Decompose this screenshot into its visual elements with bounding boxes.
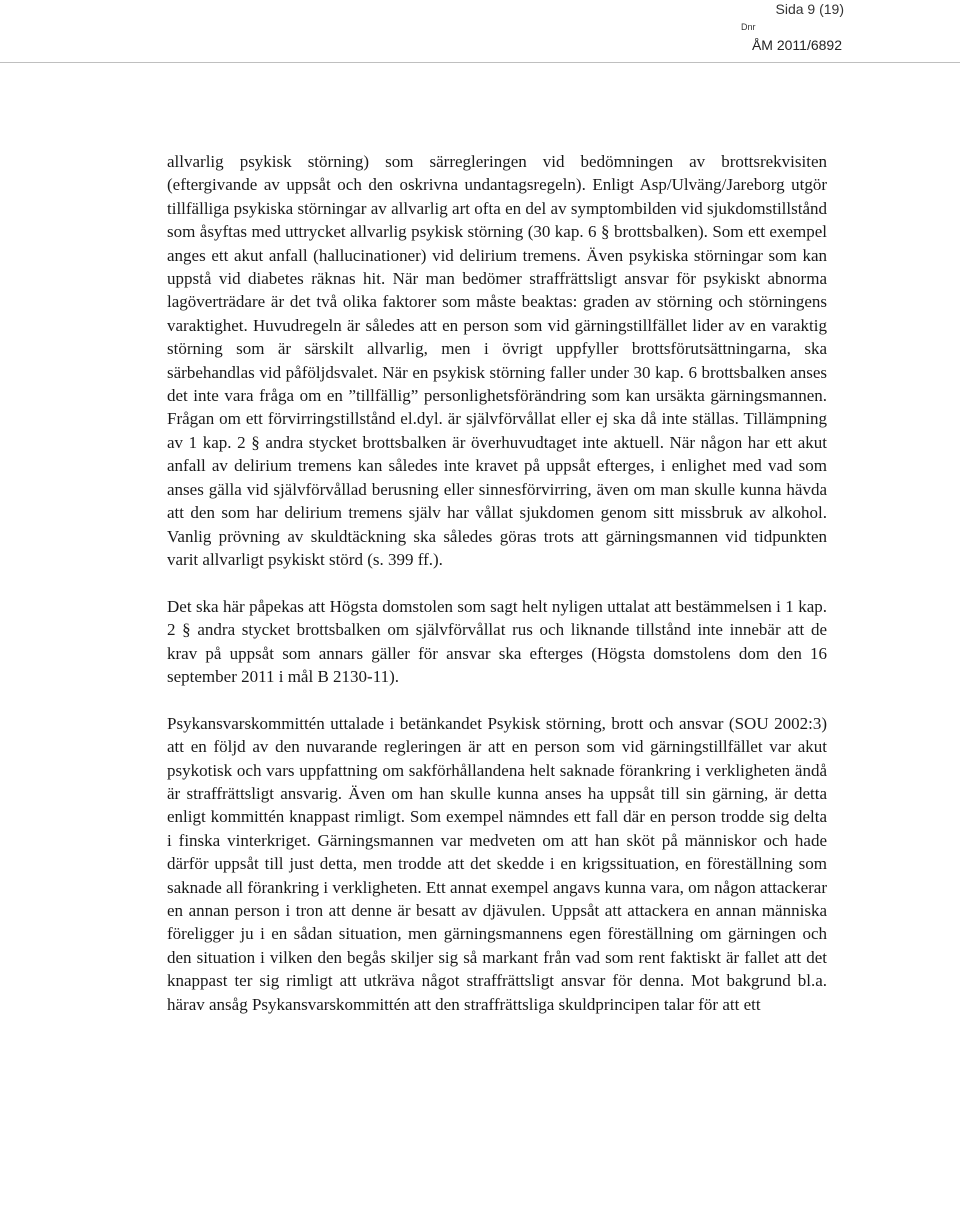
paragraph-1: allvarlig psykisk störning) som särregleringen vid bedömningen av brottsrekvisiten (eftergivande av uppsåt och den oskrivna undantagsregeln). Enligt Asp/Ulväng/Jareborg utgör tillfälliga psykiska störningar av allvarlig art ofta en del av symptombilden vid sjukdomstillstånd som åsyftas med uttrycket allvarlig psykisk störning (30 kap. 6 § brottsbalken). Som ett exempel anges ett akut anfall (hallucinationer) vid delirium tremens. Även psykiska störningar som kan uppstå vid diabetes räknas hit. När man bedömer straffrättsligt ansvar för psykiskt abnorma lagöverträdare är det två olika faktorer som måste beaktas: graden av störning och störningens varaktighet. Huvudregeln är således att en person som vid gärningstillfället lider av en varaktig störning som är särskilt allvarlig, men i övrigt uppfyller brottsförutsättningarna, ska särbehandlas vid påföljdsvalet. När en psykisk störning faller under 30 kap. 6 brottsbalken anses det inte vara fråga om en ”tillfällig” personlighetsförändring som kan ursäkta gärningsmannen. Frågan om ett förvirringstillstånd el.dyl. är självförvållat eller ej ska då inte ställas. Tillämpning av 1 kap. 2 § andra stycket brottsbalken är överhuvudtaget inte aktuell. När någon har ett akut anfall av delirium tremens kan således inte kravet på uppsåt efterges, i enlighet med vad som anses gälla vid självförvållad berusning eller sinnesförvirring, även om man skulle kunna hävda att den som har delirium tremens själv har vållat sjukdomen genom sitt missbruk av alkohol. Vanlig prövning av skuldtäckning ska således göras trots att gärningsmannen vid tidpunkten varit allvarligt psykiskt störd (s. 399 ff.). (167, 152, 827, 569)
case-number: ÅM 2011/6892 (751, 37, 842, 53)
paragraph-spacer (167, 688, 827, 711)
page-number: Sida 9 (19) (775, 1, 844, 17)
page-header (0, 0, 960, 62)
document-body (167, 150, 827, 1016)
paragraph-spacer (167, 571, 827, 594)
header-divider (0, 62, 960, 63)
paragraph-3: Psykansvarskommittén uttalade i betänkandet Psykisk störning, brott och ansvar (SOU 2002:3) att en följd av den nuvarande regleringen är att en person som vid gärningstillfället var akut psykotisk och vars uppfattning om sakförhållandena helt saknade förankring i verkligheten ändå är straffrättsligt ansvarig. Även om han skulle kunna anses ha uppsåt till sin gärning, är detta enligt kommittén knappast rimligt. Som exempel nämndes ett fall där en person trodde sig delta i finska vinterkriget. Gärningsmannen var medveten om att han sköt på människor och hade därför uppsåt till just detta, men trodde att det skedde i en krigssituation, en föreställning som saknade all förankring i verkligheten. Ett annat exempel angavs kunna vara, om någon attackerar en annan person i tron att denne är besatt av djävulen. Uppsåt att attackera en annan människa föreligger ju i en sådan situation, men gärningsmannens egen föreställning om gärningen och den situation i vilken den begås skiljer sig så markant från vad som rent faktiskt är fallet att det knappast ter sig rimligt att utkräva något straffrättsligt ansvar för denna. Mot bakgrund bl.a. härav ansåg Psykansvarskommittén att den straffrättsliga skuldprincipen talar för att ett (167, 713, 827, 1014)
dnr-label: Dnr (741, 22, 756, 32)
paragraph-2: Det ska här påpekas att Högsta domstolen som sagt helt nyligen uttalat att bestämmelsen i 1 kap. 2 § andra stycket brottsbalken om självförvållat rus och liknande tillstånd inte innebär att de krav på uppsåt som annars gäller för ansvar ska efterges (Högsta domstolens dom den 16 september 2011 i mål B 2130-11). (167, 596, 827, 686)
